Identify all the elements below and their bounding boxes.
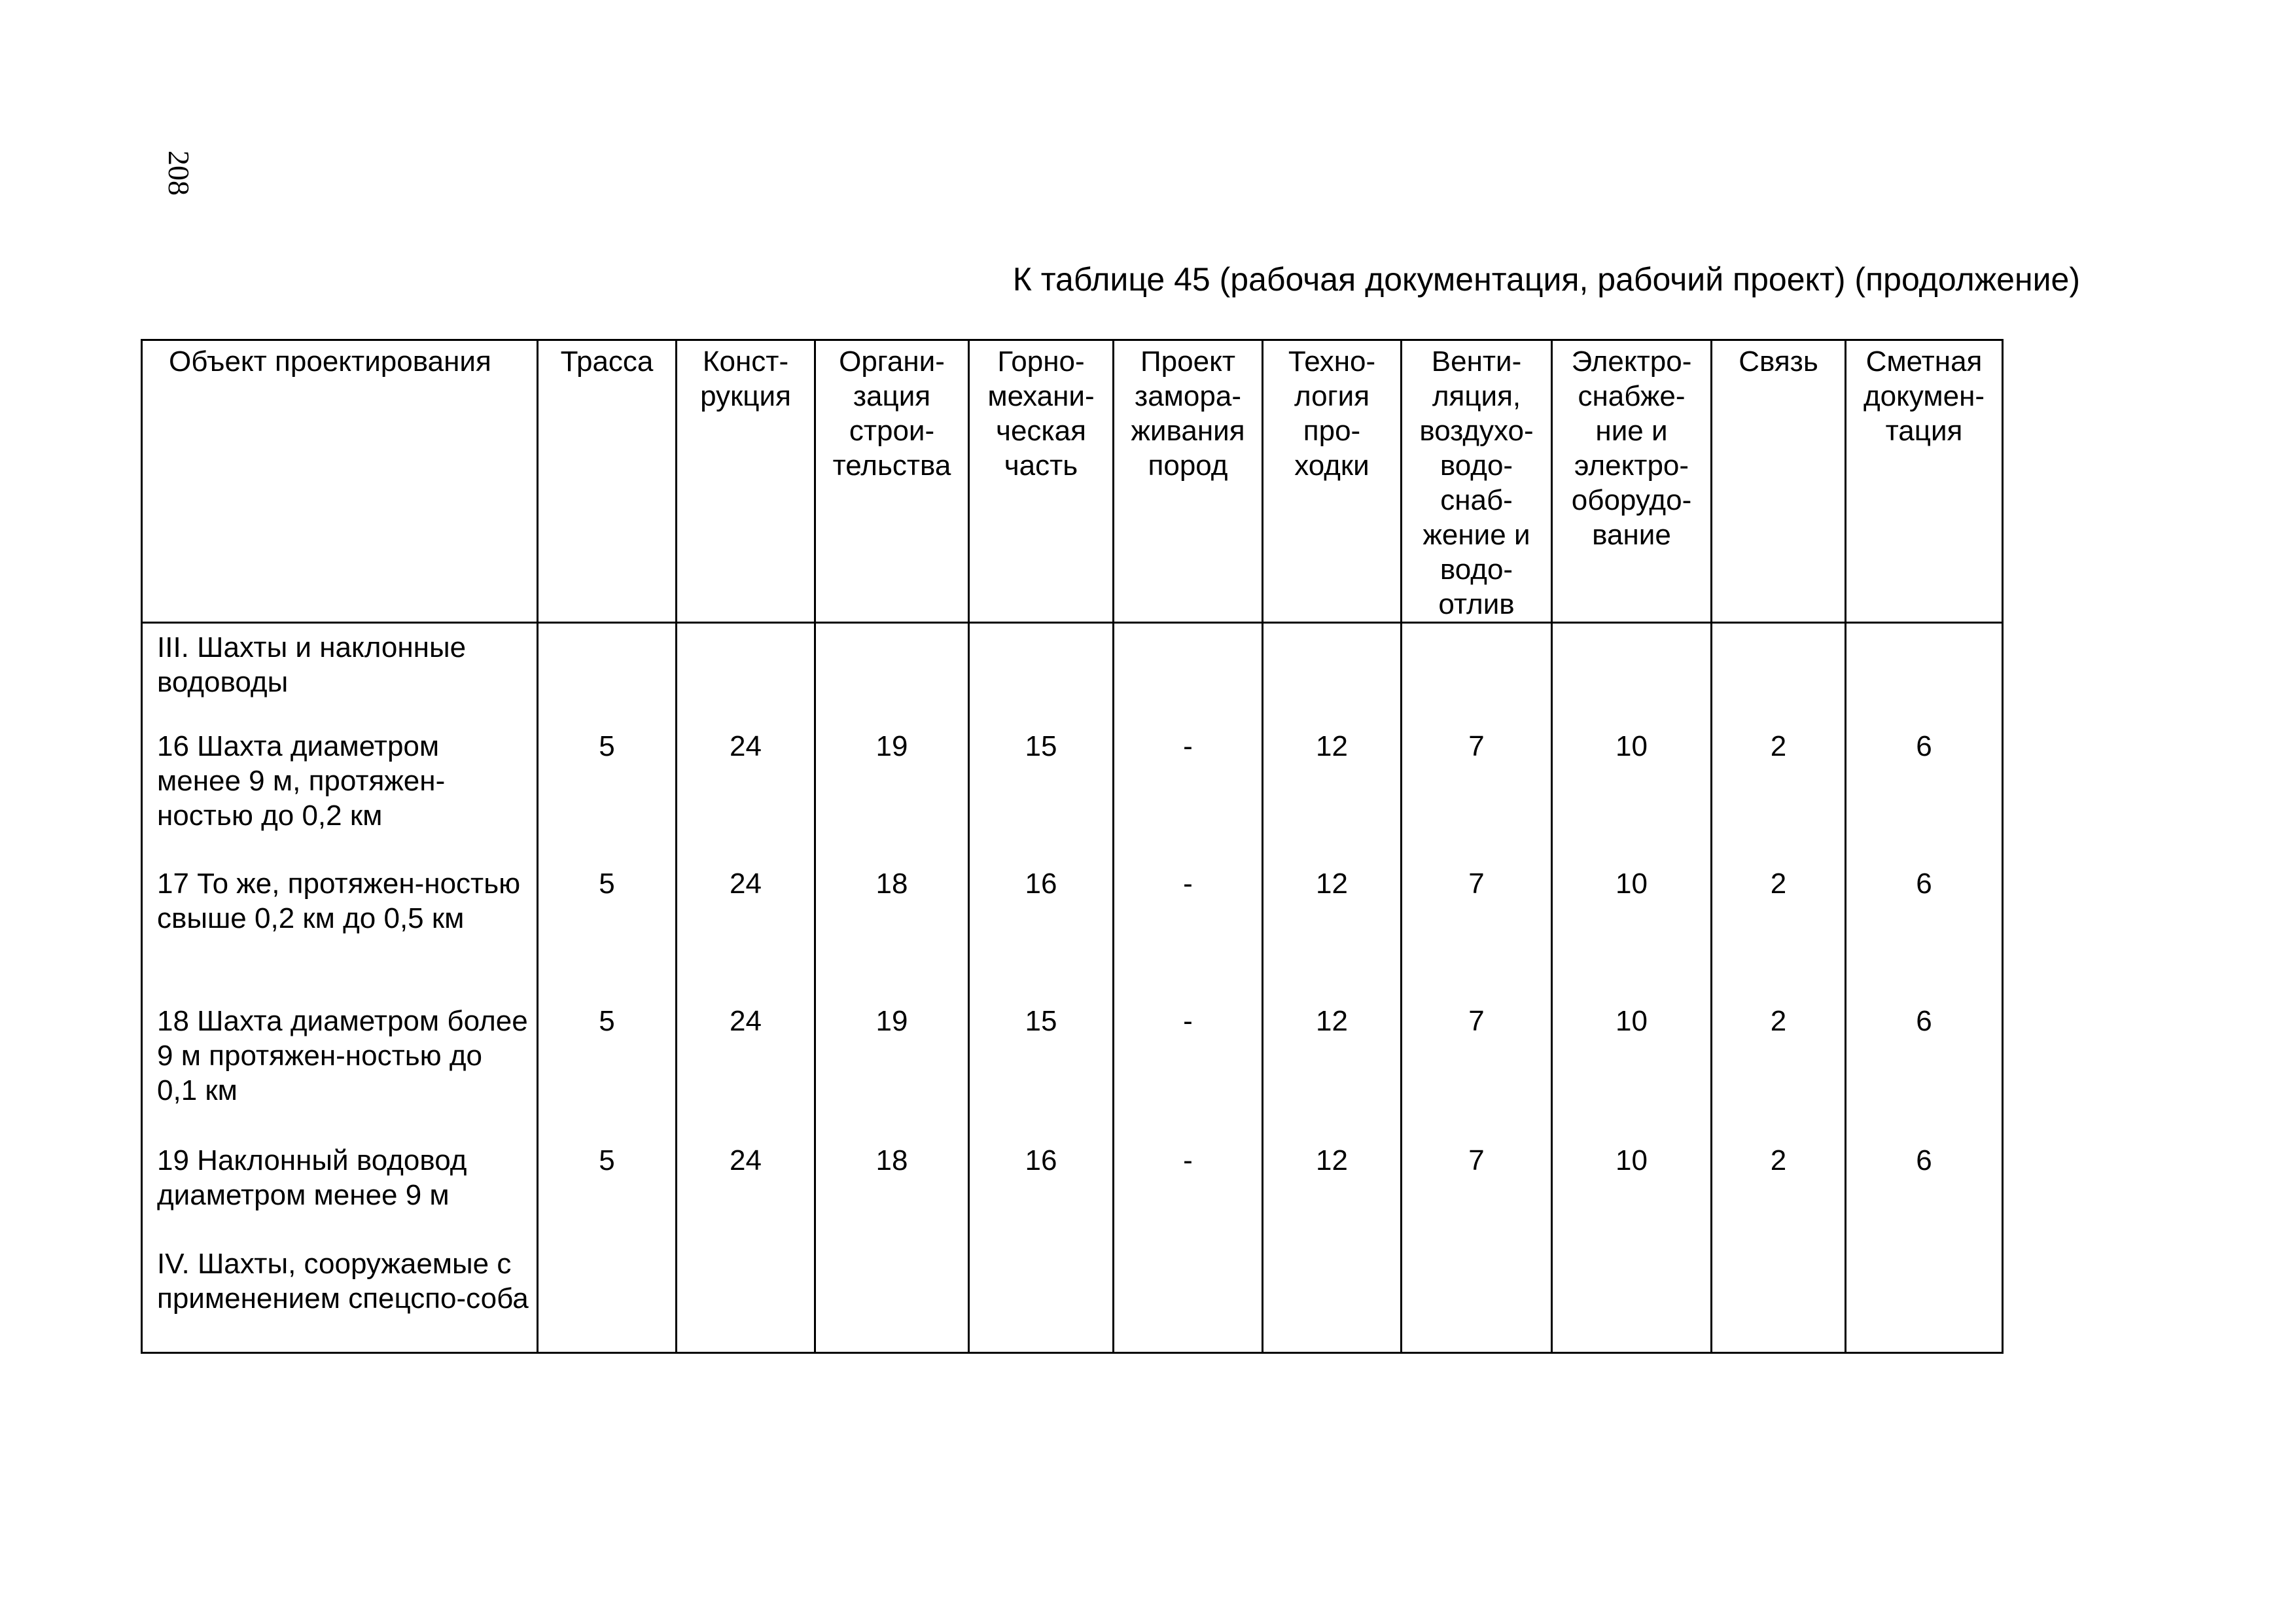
value-cell: 10	[1552, 997, 1712, 1137]
value-cell	[969, 623, 1114, 722]
value-cell	[1846, 623, 2003, 722]
value-cell: 2	[1712, 997, 1846, 1137]
table-row	[142, 623, 2003, 722]
value-cell: 5	[538, 722, 677, 860]
value-cell: -	[1114, 1137, 1263, 1240]
value-cell	[677, 623, 815, 722]
value-cell	[538, 1240, 677, 1353]
object-cell: III. Шахты и наклонные водоводы	[142, 623, 538, 722]
design-table	[141, 339, 2004, 1354]
value-cell: -	[1114, 860, 1263, 997]
value-cell: -	[1114, 997, 1263, 1137]
object-cell: 16 Шахта диаметром менее 9 м, протяжен-ностью до 0,2 км	[142, 722, 538, 860]
value-cell	[1712, 623, 1846, 722]
value-cell: 7	[1402, 722, 1552, 860]
value-cell: 2	[1712, 860, 1846, 997]
value-cell	[815, 1240, 969, 1353]
value-cell	[1263, 623, 1402, 722]
value-cell: 24	[677, 1137, 815, 1240]
value-cell: 16	[969, 1137, 1114, 1240]
value-cell	[1846, 1240, 2003, 1353]
value-cell: 12	[1263, 860, 1402, 997]
column-header: Сметная докумен-тация	[1846, 340, 2003, 623]
value-cell: 6	[1846, 722, 2003, 860]
column-header: Техно-логия про-ходки	[1263, 340, 1402, 623]
value-cell	[815, 623, 969, 722]
value-cell	[1552, 1240, 1712, 1353]
table-row	[142, 722, 2003, 860]
column-header: Венти-ляция, воздухо-водо-снаб-жение и водо-отлив	[1402, 340, 1552, 623]
table-caption: К таблице 45 (рабочая документация, рабочий проект) (продолжение)	[1012, 261, 2080, 298]
column-header: Объект проектирования	[142, 340, 538, 623]
value-cell	[1712, 1240, 1846, 1353]
column-header: Трасса	[538, 340, 677, 623]
value-cell: 16	[969, 860, 1114, 997]
value-cell: -	[1114, 722, 1263, 860]
value-cell: 7	[1402, 860, 1552, 997]
column-header: Конст-рукция	[677, 340, 815, 623]
column-header: Органи-зация строи-тельства	[815, 340, 969, 623]
column-header: Горно-механи-ческая часть	[969, 340, 1114, 623]
value-cell: 7	[1402, 997, 1552, 1137]
value-cell: 10	[1552, 722, 1712, 860]
value-cell: 19	[815, 997, 969, 1137]
value-cell: 6	[1846, 860, 2003, 997]
value-cell: 12	[1263, 1137, 1402, 1240]
value-cell: 10	[1552, 860, 1712, 997]
column-header: Проект замора-живания пород	[1114, 340, 1263, 623]
value-cell	[677, 1240, 815, 1353]
value-cell: 12	[1263, 722, 1402, 860]
value-cell: 7	[1402, 1137, 1552, 1240]
value-cell: 5	[538, 1137, 677, 1240]
table-row	[142, 997, 2003, 1137]
table-row	[142, 1137, 2003, 1240]
value-cell: 24	[677, 860, 815, 997]
column-header: Электро-снабже-ние и электро-оборудо-вание	[1552, 340, 1712, 623]
value-cell: 24	[677, 997, 815, 1137]
value-cell: 19	[815, 722, 969, 860]
value-cell: 15	[969, 722, 1114, 860]
value-cell: 6	[1846, 1137, 2003, 1240]
value-cell	[538, 623, 677, 722]
value-cell	[969, 1240, 1114, 1353]
table-row	[142, 860, 2003, 997]
value-cell	[1114, 1240, 1263, 1353]
object-cell: 18 Шахта диаметром более 9 м протяжен-ностью до 0,1 км	[142, 997, 538, 1137]
page-number: 208	[162, 150, 196, 196]
value-cell	[1552, 623, 1712, 722]
value-cell: 5	[538, 860, 677, 997]
value-cell: 2	[1712, 1137, 1846, 1240]
header-row	[142, 340, 2003, 623]
value-cell: 6	[1846, 997, 2003, 1137]
value-cell: 18	[815, 860, 969, 997]
object-cell: 17 То же, протяжен-ностью свыше 0,2 км до 0,5 км	[142, 860, 538, 997]
value-cell: 15	[969, 997, 1114, 1137]
object-cell: IV. Шахты, сооружаемые с применением спецспо-соба	[142, 1240, 538, 1353]
value-cell: 18	[815, 1137, 969, 1240]
value-cell: 12	[1263, 997, 1402, 1137]
table-row	[142, 1240, 2003, 1353]
value-cell: 5	[538, 997, 677, 1137]
value-cell: 2	[1712, 722, 1846, 860]
value-cell: 24	[677, 722, 815, 860]
value-cell	[1402, 623, 1552, 722]
value-cell	[1114, 623, 1263, 722]
object-cell: 19 Наклонный водовод диаметром менее 9 м	[142, 1137, 538, 1240]
column-header: Связь	[1712, 340, 1846, 623]
value-cell	[1402, 1240, 1552, 1353]
value-cell: 10	[1552, 1137, 1712, 1240]
value-cell	[1263, 1240, 1402, 1353]
